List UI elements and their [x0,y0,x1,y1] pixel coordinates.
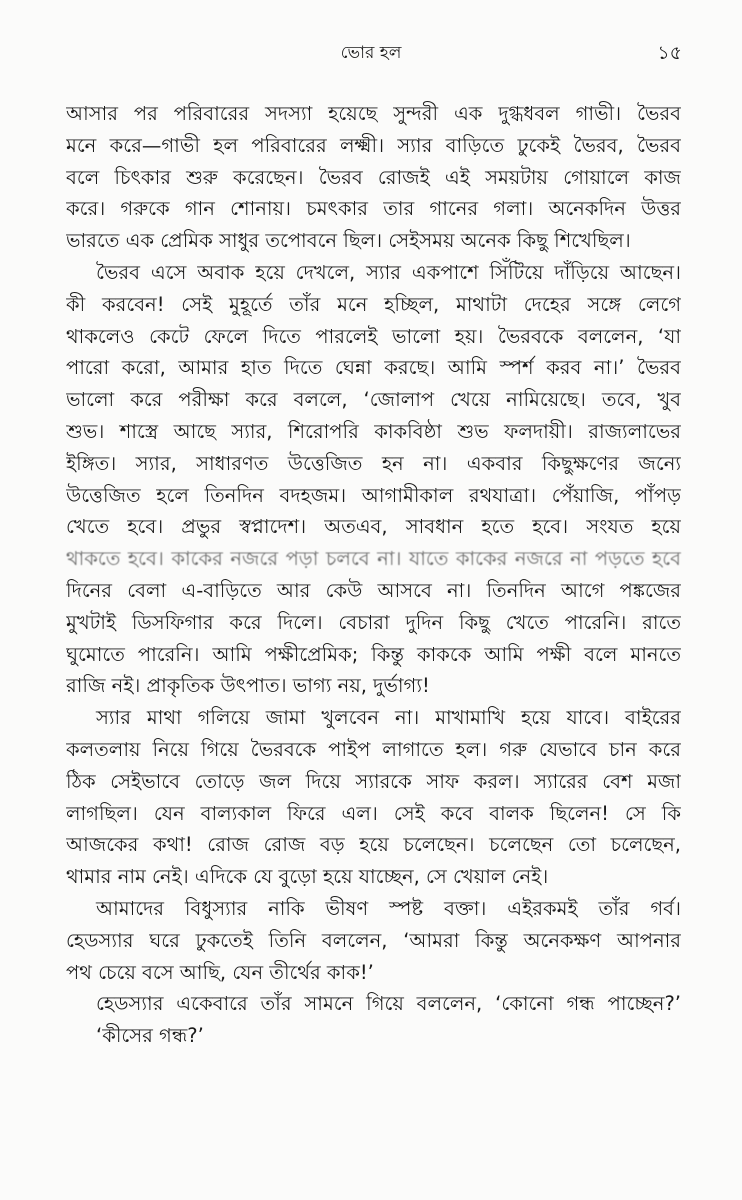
text-line: কী করবেন! সেই মুহূর্তে তাঁর মনে হচ্ছিল, মাথাটা দেহের সঙ্গে লেগে [66,292,681,316]
text-line: রাজি নই। প্রাকৃতিক উৎপাত। ভাগ্য নয়, দুর্ভাগ্য! [66,674,430,698]
text-line: ‘কীসের গন্ধ?’ [96,1024,204,1048]
text-line: আসার পর পরিবারের সদস্যা হয়েছে সুন্দরী এক দুগ্ধধবল গাভী। ভৈরব [66,102,681,125]
running-title: ভোর হল [340,43,402,63]
text-line: ভালো করে পরীক্ষা করে বললে, ‘জোলাপ খেয়ে নামিয়েছে। তবে, খুব [66,388,681,412]
page-number: ১৫ [657,42,682,64]
text-line: ঘুমোতে পারেনি। আমি পক্ষীপ্রেমিক; কিন্তু কাককে আমি পক্ষী বলে মানতে [66,642,681,666]
text-line: পথ চেয়ে বসে আছি, যেন তীর্থের কাক!’ [66,960,374,984]
text-line: আমাদের বিধুস্যার নাকি ভীষণ স্পষ্ট বক্তা। এইরকমই তাঁর গর্ব। [96,896,681,920]
text-line: লাগছিল। যেন বাল্যকাল ফিরে এল। সেই কবে বালক ছিলেন! সে কি [66,801,681,825]
text-line: থাকতে হবে। কাকের নজরে পড়া চলবে না। যাতে কাকের নজরে না পড়তে হবে [66,547,681,571]
text-line: দিনের বেলা এ-বাড়িতে আর কেউ আসবে না। তিনদিন আগে পঙ্কজের [66,578,681,602]
running-header [0,38,742,68]
text-line: শুভ। শাস্ত্রে আছে স্যার, শিরোপরি কাকবিষ্ঠা শুভ ফলদায়ী। রাজ্যলাভের [66,419,681,443]
text-line: ঠিক সেইভাবে তোড়ে জল দিয়ে স্যারকে সাফ করল। স্যারের বেশ মজা [66,769,681,793]
text-line: মনে করে—গাভী হল পরিবারের লক্ষ্মী। স্যার বাড়িতে ঢুকেই ভৈরব, ভৈরব [66,133,681,157]
text-line: বলে চিৎকার শুরু করেছেন। ভৈরব রোজই এই সময়টায় গোয়ালে কাজ [66,165,681,189]
text-line: থাকলেও কেটে ফেলে দিতে পারলেই ভালো হয়। ভৈরবকে বললেন, ‘যা [66,324,681,348]
text-line: হেডস্যার ঘরে ঢুকতেই তিনি বললেন, ‘আমরা কিন্তু অনেকক্ষণ আপনার [66,928,681,952]
text-line: মুখটাই ডিসফিগার করে দিলে। বেচারা দুদিন কিছু খেতে পারেনি। রাতে [66,610,681,634]
text-line: থামার নাম নেই। এদিকে যে বুড়ো হয়ে যাচ্ছেন, সে খেয়াল নেই। [66,865,549,889]
text-line: হেডস্যার একেবারে তাঁর সামনে গিয়ে বললেন, ‘কোনো গন্ধ পাচ্ছেন?’ [96,992,681,1016]
text-line: ভৈরব এসে অবাক হয়ে দেখলে, স্যার একপাশে সিঁটিয়ে দাঁড়িয়ে আছেন। [96,260,681,284]
text-line: পারো করো, আমার হাত দিতে ঘেন্না করছে। আমি স্পর্শ করব না।’ ভৈরব [66,356,681,380]
text-line: ভারতে এক প্রেমিক সাধুর তপোবনে ছিল। সেইসময় অনেক কিছু শিখেছিল। [66,229,631,253]
text-line: কলতলায় নিয়ে গিয়ে ভৈরবকে পাইপ লাগাতে হল। গরু যেভাবে চান করে [66,737,681,761]
text-line: স্যার মাথা গলিয়ে জামা খুলবেন না। মাখামাখি হয়ে যাবে। বাইরের [96,706,681,730]
text-line: আজকের কথা! রোজ রোজ বড় হয়ে চলেছেন। চলেছেন তো চলেছেন, [66,833,681,857]
text-line: খেতে হবে। প্রভুর স্বপ্নাদেশ। অতএব, সাবধান হতে হবে। সংযত হয়ে [66,515,681,539]
text-line: ইঙ্গিত। স্যার, সাধারণত উত্তেজিত হন না। একবার কিছুক্ষণের জন্যে [66,451,681,475]
text-line: উত্তেজিত হলে তিনদিন বদহজম। আগামীকাল রথযাত্রা। পেঁয়াজি, পাঁপড় [66,483,681,507]
body-text [66,98,681,1052]
text-line: করে। গরুকে গান শোনায়। চমৎকার তার গানের গলা। অনেকদিন উত্তর [66,197,681,221]
